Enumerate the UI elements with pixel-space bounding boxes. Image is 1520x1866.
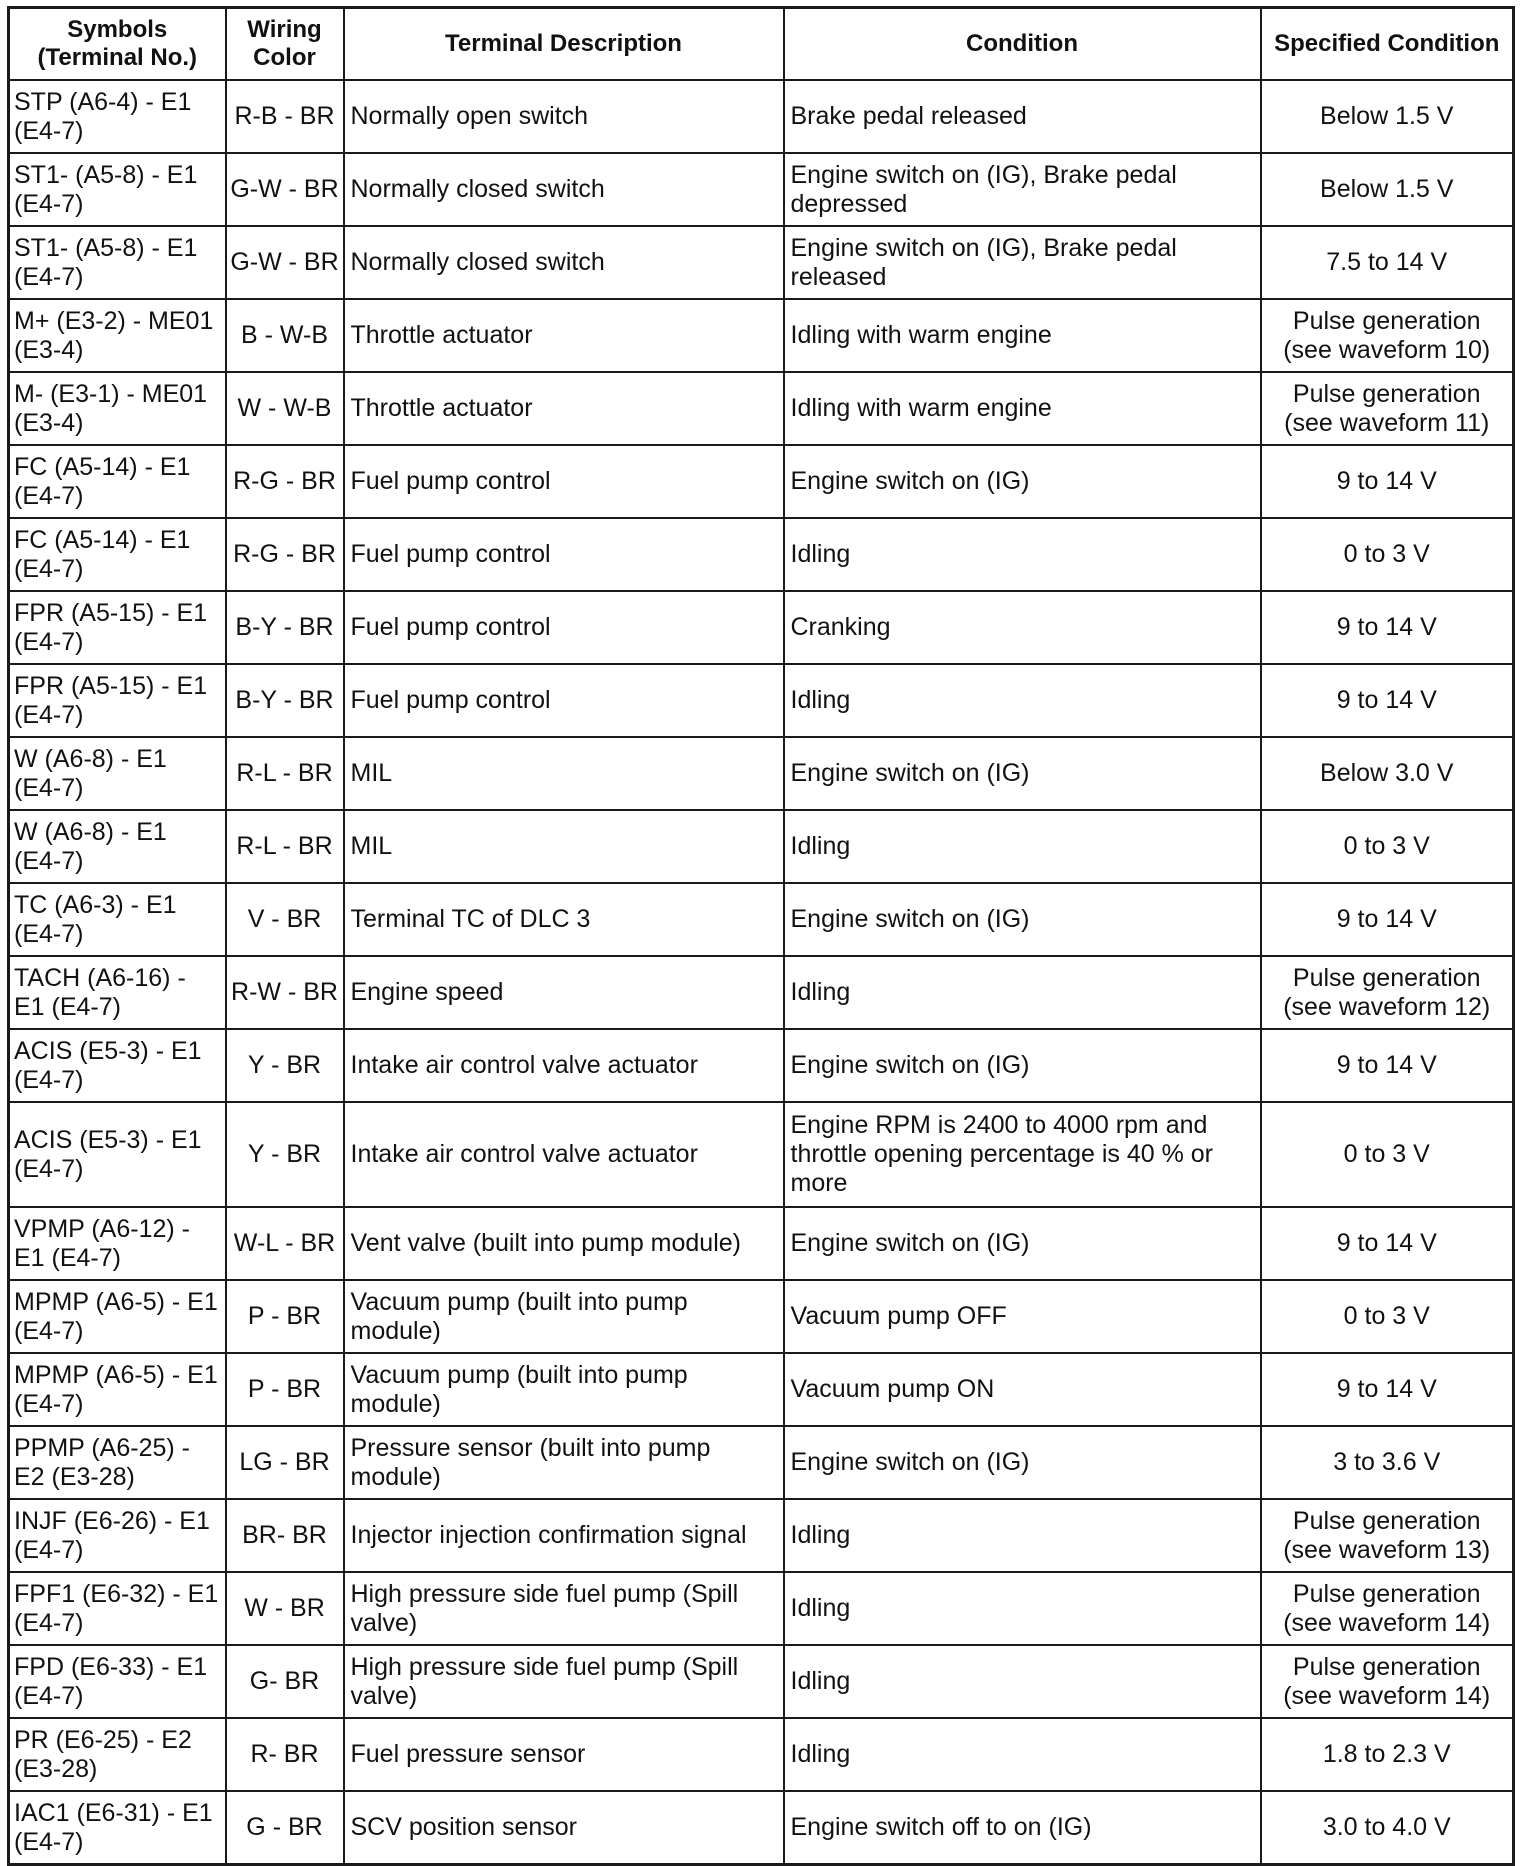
table-row: [9, 1572, 1514, 1645]
cell-wiring-color: B - W-B: [226, 299, 344, 372]
cell-condition: Engine switch on (IG): [784, 445, 1261, 518]
cell-condition: Idling with warm engine: [784, 299, 1261, 372]
cell-wiring-color: B-Y - BR: [226, 664, 344, 737]
cell-terminal-description: Fuel pump control: [344, 445, 784, 518]
cell-specified-condition: 0 to 3 V: [1261, 518, 1514, 591]
cell-symbol: TACH (A6-16) - E1 (E4-7): [9, 956, 226, 1029]
cell-wiring-color: R-L - BR: [226, 737, 344, 810]
cell-specified-condition: 3 to 3.6 V: [1261, 1426, 1514, 1499]
cell-terminal-description: Vent valve (built into pump module): [344, 1207, 784, 1280]
table-row: [9, 1791, 1514, 1865]
cell-specified-condition: Pulse generation (see waveform 11): [1261, 372, 1514, 445]
cell-terminal-description: Normally closed switch: [344, 226, 784, 299]
cell-symbol: PR (E6-25) - E2 (E3-28): [9, 1718, 226, 1791]
cell-condition: Engine switch on (IG), Brake pedal depressed: [784, 153, 1261, 226]
cell-wiring-color: R- BR: [226, 1718, 344, 1791]
cell-symbol: FC (A5-14) - E1 (E4-7): [9, 445, 226, 518]
cell-terminal-description: SCV position sensor: [344, 1791, 784, 1865]
cell-terminal-description: Vacuum pump (built into pump module): [344, 1280, 784, 1353]
table-row: [9, 445, 1514, 518]
cell-condition: Engine switch off to on (IG): [784, 1791, 1261, 1865]
header-specified-condition: Specified Condition: [1261, 8, 1514, 81]
cell-terminal-description: Engine speed: [344, 956, 784, 1029]
cell-symbol: STP (A6-4) - E1 (E4-7): [9, 80, 226, 153]
cell-specified-condition: Pulse generation (see waveform 14): [1261, 1572, 1514, 1645]
cell-wiring-color: B-Y - BR: [226, 591, 344, 664]
cell-specified-condition: 9 to 14 V: [1261, 664, 1514, 737]
cell-condition: Idling: [784, 1718, 1261, 1791]
cell-symbol: W (A6-8) - E1 (E4-7): [9, 810, 226, 883]
cell-condition: Engine switch on (IG): [784, 1029, 1261, 1102]
cell-specified-condition: Pulse generation (see waveform 12): [1261, 956, 1514, 1029]
cell-wiring-color: W - W-B: [226, 372, 344, 445]
table-row: [9, 1207, 1514, 1280]
cell-specified-condition: 0 to 3 V: [1261, 810, 1514, 883]
cell-condition: Idling: [784, 664, 1261, 737]
cell-terminal-description: Terminal TC of DLC 3: [344, 883, 784, 956]
cell-symbol: FPR (A5-15) - E1 (E4-7): [9, 664, 226, 737]
cell-symbol: MPMP (A6-5) - E1 (E4-7): [9, 1353, 226, 1426]
cell-symbol: FPR (A5-15) - E1 (E4-7): [9, 591, 226, 664]
cell-specified-condition: 7.5 to 14 V: [1261, 226, 1514, 299]
cell-wiring-color: P - BR: [226, 1280, 344, 1353]
cell-specified-condition: 9 to 14 V: [1261, 591, 1514, 664]
cell-symbol: M+ (E3-2) - ME01 (E3-4): [9, 299, 226, 372]
cell-specified-condition: 1.8 to 2.3 V: [1261, 1718, 1514, 1791]
header-terminal-description: Terminal Description: [344, 8, 784, 81]
cell-wiring-color: R-W - BR: [226, 956, 344, 1029]
cell-wiring-color: LG - BR: [226, 1426, 344, 1499]
cell-terminal-description: Intake air control valve actuator: [344, 1029, 784, 1102]
cell-terminal-description: Normally closed switch: [344, 153, 784, 226]
cell-condition: Vacuum pump ON: [784, 1353, 1261, 1426]
cell-symbol: TC (A6-3) - E1 (E4-7): [9, 883, 226, 956]
cell-terminal-description: Vacuum pump (built into pump module): [344, 1353, 784, 1426]
cell-symbol: INJF (E6-26) - E1 (E4-7): [9, 1499, 226, 1572]
cell-wiring-color: R-L - BR: [226, 810, 344, 883]
cell-terminal-description: MIL: [344, 810, 784, 883]
cell-specified-condition: 9 to 14 V: [1261, 883, 1514, 956]
cell-wiring-color: R-B - BR: [226, 80, 344, 153]
cell-condition: Engine switch on (IG): [784, 737, 1261, 810]
cell-wiring-color: W-L - BR: [226, 1207, 344, 1280]
table-row: [9, 883, 1514, 956]
cell-condition: Engine switch on (IG): [784, 883, 1261, 956]
table-body: [9, 80, 1514, 1865]
table-row: [9, 591, 1514, 664]
cell-specified-condition: 9 to 14 V: [1261, 1207, 1514, 1280]
table-row: [9, 226, 1514, 299]
terminal-table-container: [7, 6, 1512, 1866]
cell-condition: Idling: [784, 810, 1261, 883]
cell-wiring-color: W - BR: [226, 1572, 344, 1645]
cell-wiring-color: V - BR: [226, 883, 344, 956]
table-row: [9, 1102, 1514, 1207]
cell-condition: Idling: [784, 518, 1261, 591]
cell-condition: Brake pedal released: [784, 80, 1261, 153]
table-row: [9, 737, 1514, 810]
table-row: [9, 1645, 1514, 1718]
cell-wiring-color: R-G - BR: [226, 518, 344, 591]
table-row: [9, 1499, 1514, 1572]
cell-specified-condition: Pulse generation (see waveform 13): [1261, 1499, 1514, 1572]
cell-terminal-description: Fuel pump control: [344, 518, 784, 591]
cell-wiring-color: G- BR: [226, 1645, 344, 1718]
cell-terminal-description: Throttle actuator: [344, 372, 784, 445]
table-row: [9, 810, 1514, 883]
cell-specified-condition: 9 to 14 V: [1261, 1353, 1514, 1426]
table-row: [9, 664, 1514, 737]
table-row: [9, 299, 1514, 372]
cell-symbol: PPMP (A6-25) - E2 (E3-28): [9, 1426, 226, 1499]
table-row: [9, 956, 1514, 1029]
table-row: [9, 1426, 1514, 1499]
cell-condition: Engine RPM is 2400 to 4000 rpm and throttle opening percentage is 40 % or more: [784, 1102, 1261, 1207]
cell-symbol: M- (E3-1) - ME01 (E3-4): [9, 372, 226, 445]
cell-terminal-description: Throttle actuator: [344, 299, 784, 372]
cell-symbol: ST1- (A5-8) - E1 (E4-7): [9, 226, 226, 299]
table-row: [9, 518, 1514, 591]
cell-terminal-description: Injector injection confirmation signal: [344, 1499, 784, 1572]
cell-condition: Vacuum pump OFF: [784, 1280, 1261, 1353]
header-condition: Condition: [784, 8, 1261, 81]
table-row: [9, 1718, 1514, 1791]
cell-terminal-description: MIL: [344, 737, 784, 810]
cell-condition: Idling with warm engine: [784, 372, 1261, 445]
table-row: [9, 1353, 1514, 1426]
cell-specified-condition: 0 to 3 V: [1261, 1102, 1514, 1207]
header-symbols: Symbols (Terminal No.): [9, 8, 226, 81]
table-row: [9, 1029, 1514, 1102]
cell-symbol: FPD (E6-33) - E1 (E4-7): [9, 1645, 226, 1718]
cell-condition: Engine switch on (IG): [784, 1207, 1261, 1280]
table-row: [9, 80, 1514, 153]
cell-specified-condition: 9 to 14 V: [1261, 445, 1514, 518]
cell-wiring-color: G-W - BR: [226, 226, 344, 299]
cell-wiring-color: BR- BR: [226, 1499, 344, 1572]
cell-terminal-description: Pressure sensor (built into pump module): [344, 1426, 784, 1499]
cell-wiring-color: P - BR: [226, 1353, 344, 1426]
cell-terminal-description: High pressure side fuel pump (Spill valve): [344, 1645, 784, 1718]
table-row: [9, 1280, 1514, 1353]
cell-specified-condition: Below 1.5 V: [1261, 153, 1514, 226]
table-row: [9, 372, 1514, 445]
cell-symbol: ST1- (A5-8) - E1 (E4-7): [9, 153, 226, 226]
cell-specified-condition: Pulse generation (see waveform 14): [1261, 1645, 1514, 1718]
cell-terminal-description: Normally open switch: [344, 80, 784, 153]
cell-condition: Engine switch on (IG), Brake pedal released: [784, 226, 1261, 299]
cell-condition: Idling: [784, 1572, 1261, 1645]
cell-specified-condition: Below 3.0 V: [1261, 737, 1514, 810]
cell-specified-condition: Below 1.5 V: [1261, 80, 1514, 153]
cell-terminal-description: High pressure side fuel pump (Spill valve): [344, 1572, 784, 1645]
cell-specified-condition: Pulse generation (see waveform 10): [1261, 299, 1514, 372]
cell-condition: Cranking: [784, 591, 1261, 664]
cell-symbol: VPMP (A6-12) - E1 (E4-7): [9, 1207, 226, 1280]
cell-terminal-description: Intake air control valve actuator: [344, 1102, 784, 1207]
cell-wiring-color: Y - BR: [226, 1029, 344, 1102]
cell-terminal-description: Fuel pump control: [344, 664, 784, 737]
cell-wiring-color: R-G - BR: [226, 445, 344, 518]
cell-specified-condition: 9 to 14 V: [1261, 1029, 1514, 1102]
cell-condition: Idling: [784, 956, 1261, 1029]
cell-symbol: W (A6-8) - E1 (E4-7): [9, 737, 226, 810]
cell-symbol: FPF1 (E6-32) - E1 (E4-7): [9, 1572, 226, 1645]
cell-wiring-color: Y - BR: [226, 1102, 344, 1207]
cell-condition: Engine switch on (IG): [784, 1426, 1261, 1499]
cell-wiring-color: G-W - BR: [226, 153, 344, 226]
terminal-table: [7, 6, 1515, 1866]
cell-terminal-description: Fuel pump control: [344, 591, 784, 664]
cell-symbol: IAC1 (E6-31) - E1 (E4-7): [9, 1791, 226, 1865]
table-row: [9, 153, 1514, 226]
cell-terminal-description: Fuel pressure sensor: [344, 1718, 784, 1791]
cell-wiring-color: G - BR: [226, 1791, 344, 1865]
cell-symbol: ACIS (E5-3) - E1 (E4-7): [9, 1029, 226, 1102]
header-row: [9, 8, 1514, 81]
header-wiring-color: Wiring Color: [226, 8, 344, 81]
cell-symbol: ACIS (E5-3) - E1 (E4-7): [9, 1102, 226, 1207]
cell-condition: Idling: [784, 1645, 1261, 1718]
cell-symbol: FC (A5-14) - E1 (E4-7): [9, 518, 226, 591]
cell-specified-condition: 3.0 to 4.0 V: [1261, 1791, 1514, 1865]
cell-specified-condition: 0 to 3 V: [1261, 1280, 1514, 1353]
cell-condition: Idling: [784, 1499, 1261, 1572]
cell-symbol: MPMP (A6-5) - E1 (E4-7): [9, 1280, 226, 1353]
